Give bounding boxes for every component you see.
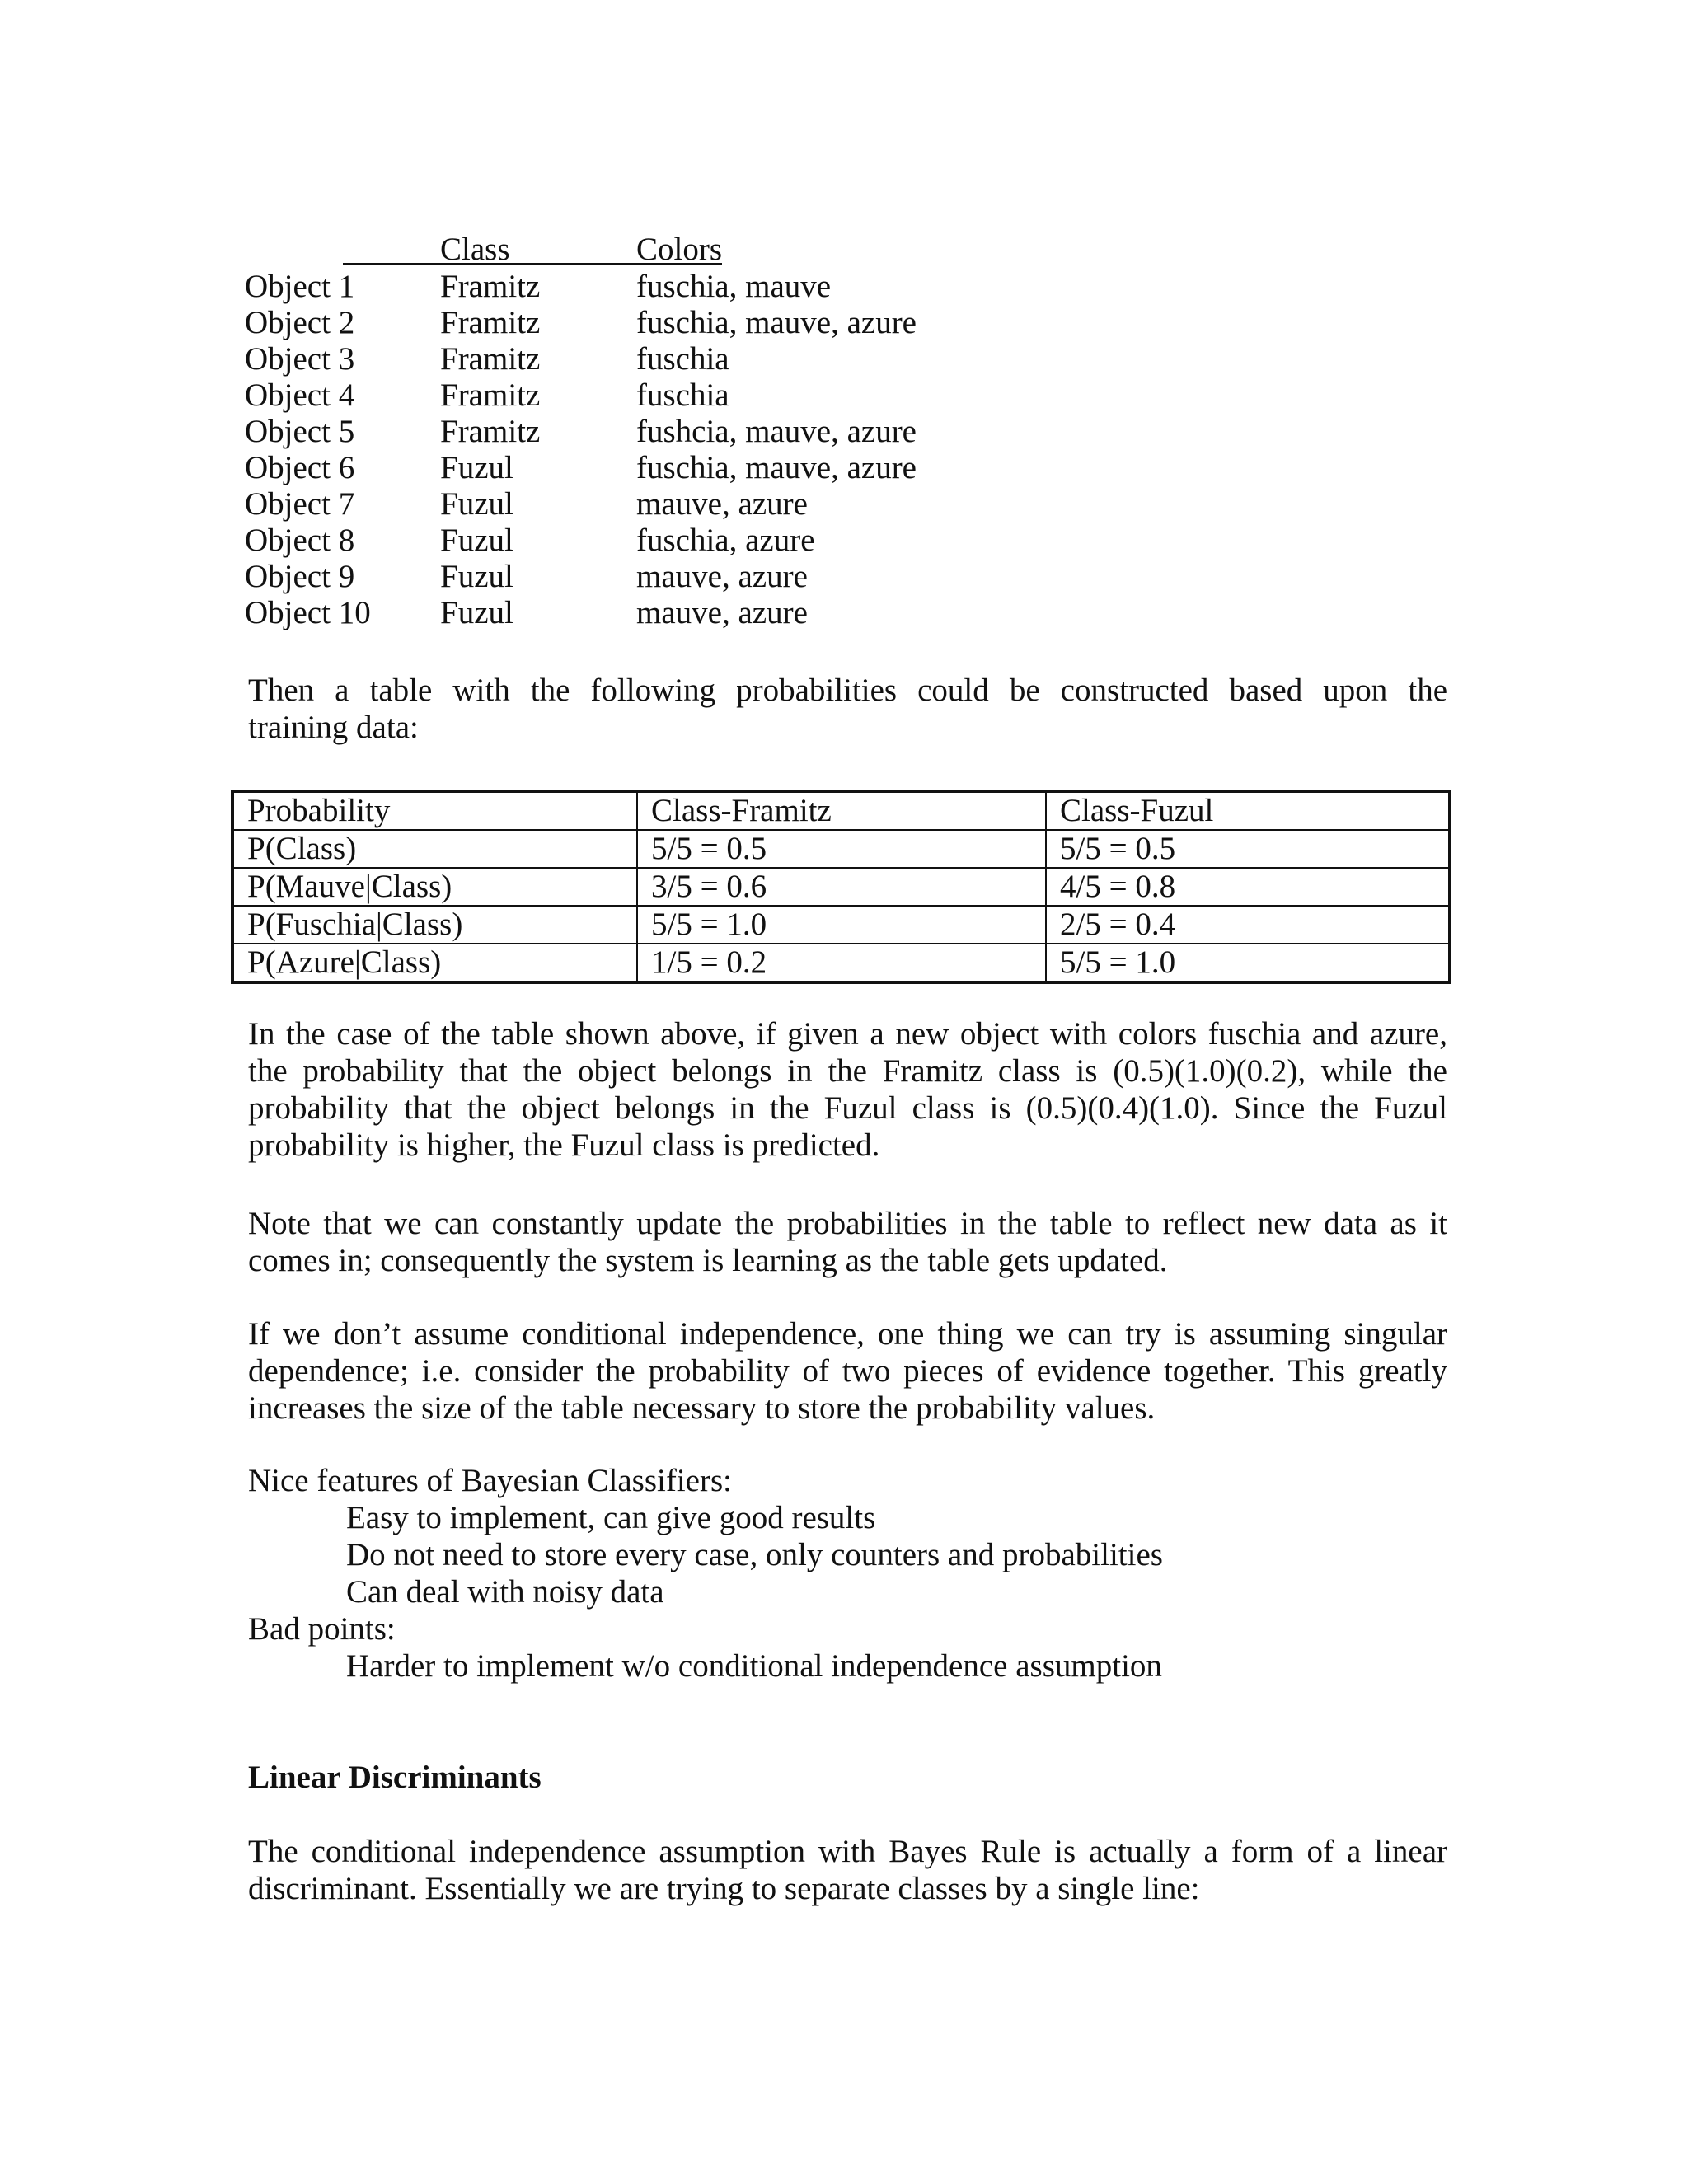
object-name: Object 2 bbox=[245, 305, 355, 340]
table-cell: P(Mauve|Class) bbox=[232, 868, 637, 906]
object-name: Object 3 bbox=[245, 341, 355, 377]
object-name: Object 9 bbox=[245, 559, 355, 594]
object-name: Object 1 bbox=[245, 269, 355, 304]
bad-points-title: Bad points: bbox=[248, 1611, 396, 1647]
object-colors: fuschia bbox=[636, 341, 729, 377]
section-heading: Linear Discriminants bbox=[248, 1760, 542, 1795]
paragraph-line: Then a table with the following probabilities could be constructed based upon the bbox=[248, 673, 1447, 708]
object-name: Object 6 bbox=[245, 450, 355, 485]
objects-header-colors: Colors bbox=[636, 232, 723, 267]
object-colors: fuschia bbox=[636, 377, 729, 413]
table-cell: P(Azure|Class) bbox=[232, 944, 637, 982]
table-header-cell: Probability bbox=[232, 791, 637, 830]
object-name: Object 4 bbox=[245, 377, 355, 413]
object-name: Object 10 bbox=[245, 595, 371, 630]
object-class: Framitz bbox=[440, 269, 541, 304]
table-cell: 2/5 = 0.4 bbox=[1046, 906, 1450, 944]
object-name: Object 7 bbox=[245, 486, 355, 522]
table-row bbox=[232, 906, 1450, 944]
object-name: Object 5 bbox=[245, 414, 355, 449]
table-cell: 5/5 = 1.0 bbox=[637, 906, 1046, 944]
paragraph-line: In the case of the table shown above, if given a new object with colors fuschia and azure, bbox=[248, 1016, 1447, 1052]
paragraph-line: If we don’t assume conditional independence, one thing we can try is assuming singular bbox=[248, 1316, 1447, 1352]
table-cell: 3/5 = 0.6 bbox=[637, 868, 1046, 906]
table-cell: P(Class) bbox=[232, 830, 637, 868]
paragraph-line: comes in; consequently the system is learning as the table gets updated. bbox=[248, 1243, 1168, 1278]
table-cell: 1/5 = 0.2 bbox=[637, 944, 1046, 982]
object-name: Object 8 bbox=[245, 523, 355, 558]
paragraph-line: probability that the object belongs in the Fuzul class is (0.5)(0.4)(1.0). Since the Fuzul bbox=[248, 1090, 1447, 1126]
table-cell: 4/5 = 0.8 bbox=[1046, 868, 1450, 906]
object-class: Fuzul bbox=[440, 559, 513, 594]
nice-feature-item: Easy to implement, can give good results bbox=[346, 1500, 876, 1535]
linear-paragraph bbox=[248, 1833, 1447, 1907]
table-cell: 5/5 = 1.0 bbox=[1046, 944, 1450, 982]
table-row bbox=[232, 830, 1450, 868]
object-class: Fuzul bbox=[440, 486, 513, 522]
object-colors: mauve, azure bbox=[636, 559, 808, 594]
object-class: Framitz bbox=[440, 305, 541, 340]
object-colors: mauve, azure bbox=[636, 595, 808, 630]
object-class: Framitz bbox=[440, 414, 541, 449]
table-header-row bbox=[232, 791, 1450, 830]
object-colors: fuschia, mauve, azure bbox=[636, 305, 917, 340]
table-cell: 5/5 = 0.5 bbox=[637, 830, 1046, 868]
object-class: Fuzul bbox=[440, 595, 513, 630]
objects-header-class: Class bbox=[440, 232, 510, 267]
object-colors: fuschia, mauve bbox=[636, 269, 832, 304]
object-class: Fuzul bbox=[440, 450, 513, 485]
table-cell: 5/5 = 0.5 bbox=[1046, 830, 1450, 868]
bad-point-item: Harder to implement w/o conditional independence assumption bbox=[346, 1648, 1162, 1684]
object-colors: mauve, azure bbox=[636, 486, 808, 522]
table-row bbox=[232, 868, 1450, 906]
table-header-cell: Class-Framitz bbox=[637, 791, 1046, 830]
table-row bbox=[232, 944, 1450, 982]
nice-feature-item: Can deal with noisy data bbox=[346, 1574, 664, 1610]
paragraph-line: increases the size of the table necessary to store the probability values. bbox=[248, 1390, 1156, 1426]
paragraph-line: the probability that the object belongs in the Framitz class is (0.5)(1.0)(0.2), while the bbox=[248, 1053, 1447, 1089]
object-class: Framitz bbox=[440, 377, 541, 413]
nice-feature-item: Do not need to store every case, only counters and probabilities bbox=[346, 1537, 1163, 1572]
probability-table bbox=[231, 790, 1451, 984]
object-colors: fuschia, mauve, azure bbox=[636, 450, 917, 485]
object-class: Framitz bbox=[440, 341, 541, 377]
table-cell: P(Fuschia|Class) bbox=[232, 906, 637, 944]
dependence-paragraph bbox=[248, 1315, 1447, 1427]
object-colors: fuschia, azure bbox=[636, 523, 815, 558]
paragraph-line: The conditional independence assumption with Bayes Rule is actually a form of a linear bbox=[248, 1834, 1447, 1869]
case-paragraph bbox=[248, 1015, 1447, 1164]
paragraph-line: Note that we can constantly update the probabilities in the table to reflect new data as it bbox=[248, 1206, 1447, 1241]
paragraph-line: discriminant. Essentially we are trying to separate classes by a single line: bbox=[248, 1871, 1200, 1906]
paragraph-line: training data: bbox=[248, 710, 419, 745]
paragraph-line: dependence; i.e. consider the probability of two pieces of evidence together. This greatly bbox=[248, 1353, 1447, 1389]
table-header-cell: Class-Fuzul bbox=[1046, 791, 1450, 830]
nice-features-title: Nice features of Bayesian Classifiers: bbox=[248, 1463, 732, 1498]
note-paragraph bbox=[248, 1205, 1447, 1279]
intro-paragraph bbox=[248, 672, 1447, 746]
object-colors: fushcia, mauve, azure bbox=[636, 414, 917, 449]
object-class: Fuzul bbox=[440, 523, 513, 558]
paragraph-line: probability is higher, the Fuzul class is predicted. bbox=[248, 1127, 880, 1163]
